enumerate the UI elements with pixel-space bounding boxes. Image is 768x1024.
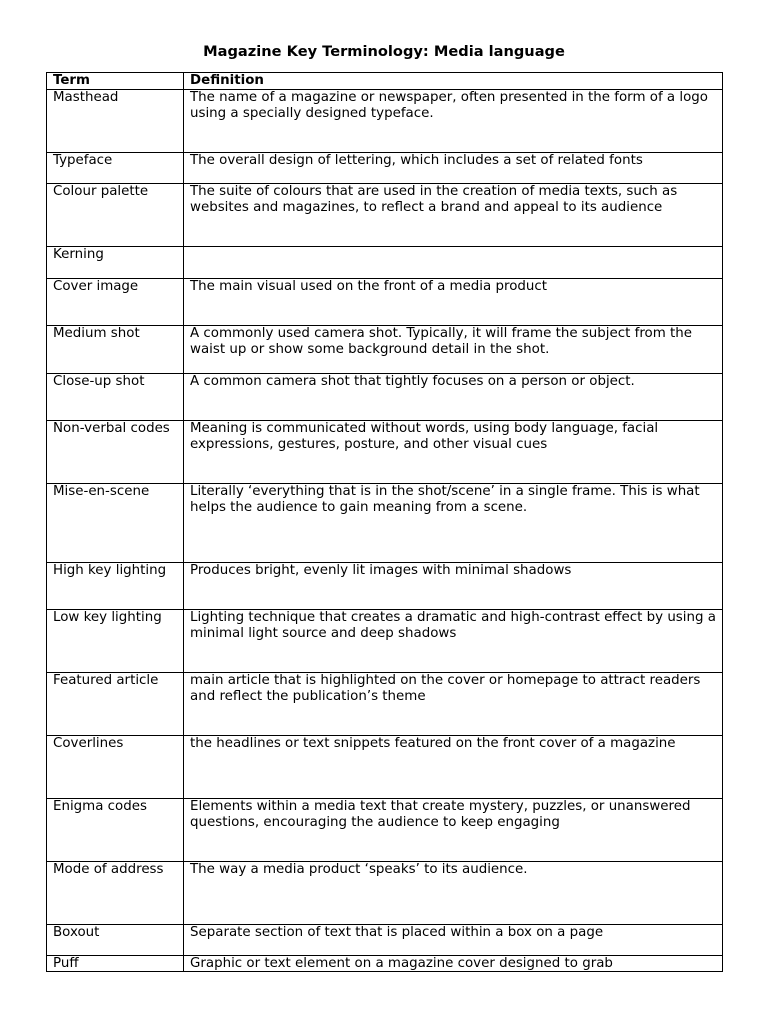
term-cell: Enigma codes xyxy=(47,799,184,862)
table-row xyxy=(47,279,723,326)
term-cell: Non-verbal codes xyxy=(47,421,184,484)
table-row xyxy=(47,610,723,673)
table-row xyxy=(47,153,723,184)
definition-column-header: Definition xyxy=(184,73,723,90)
term-cell: Featured article xyxy=(47,673,184,736)
definition-cell: The main visual used on the front of a media product xyxy=(184,279,723,326)
page-title: Magazine Key Terminology: Media language xyxy=(203,43,565,60)
term-cell: Colour palette xyxy=(47,184,184,247)
table-row xyxy=(47,326,723,374)
term-column-header: Term xyxy=(47,73,184,90)
definition-cell: The suite of colours that are used in the creation of media texts, such as websites and magazines, to reflect a brand and appeal to its audience xyxy=(184,184,723,247)
term-cell: Close-up shot xyxy=(47,374,184,421)
term-cell: Kerning xyxy=(47,247,184,279)
table-row xyxy=(47,184,723,247)
term-cell: Typeface xyxy=(47,153,184,184)
definition-cell: Elements within a media text that create mystery, puzzles, or unanswered questions, encouraging the audience to keep engaging xyxy=(184,799,723,862)
definition-cell: Meaning is communicated without words, using body language, facial expressions, gestures, posture, and other visual cues xyxy=(184,421,723,484)
table-row xyxy=(47,247,723,279)
term-cell: Medium shot xyxy=(47,326,184,374)
table-row xyxy=(47,90,723,153)
table-row xyxy=(47,374,723,421)
definition-cell: Graphic or text element on a magazine cover designed to grab xyxy=(184,956,723,972)
table-row xyxy=(47,925,723,956)
table-row xyxy=(47,673,723,736)
term-cell: Cover image xyxy=(47,279,184,326)
table-row xyxy=(47,956,723,972)
term-cell: Coverlines xyxy=(47,736,184,799)
definition-cell: The overall design of lettering, which includes a set of related fonts xyxy=(184,153,723,184)
table-row xyxy=(47,484,723,563)
definition-cell: Separate section of text that is placed within a box on a page xyxy=(184,925,723,956)
terminology-table xyxy=(46,72,723,972)
definition-cell: Literally ‘everything that is in the shot/scene’ in a single frame. This is what helps the audience to gain meaning from a scene. xyxy=(184,484,723,563)
definition-cell: The way a media product ‘speaks’ to its audience. xyxy=(184,862,723,925)
term-cell: Boxout xyxy=(47,925,184,956)
term-cell: Mise-en-scene xyxy=(47,484,184,563)
table-row xyxy=(47,563,723,610)
definition-cell: A commonly used camera shot. Typically, it will frame the subject from the waist up or show some background detail in the shot. xyxy=(184,326,723,374)
definition-cell: the headlines or text snippets featured on the front cover of a magazine xyxy=(184,736,723,799)
table-row xyxy=(47,862,723,925)
definition-cell: A common camera shot that tightly focuses on a person or object. xyxy=(184,374,723,421)
definition-cell: main article that is highlighted on the cover or homepage to attract readers and reflect the publication’s theme xyxy=(184,673,723,736)
definition-cell: The name of a magazine or newspaper, often presented in the form of a logo using a specially designed typeface. xyxy=(184,90,723,153)
definition-cell xyxy=(184,247,723,279)
table-row xyxy=(47,736,723,799)
term-cell: Low key lighting xyxy=(47,610,184,673)
term-cell: Mode of address xyxy=(47,862,184,925)
definition-cell: Lighting technique that creates a dramatic and high-contrast effect by using a minimal light source and deep shadows xyxy=(184,610,723,673)
term-cell: High key lighting xyxy=(47,563,184,610)
table-row xyxy=(47,421,723,484)
table-header-row xyxy=(47,73,723,90)
table-row xyxy=(47,799,723,862)
term-cell: Masthead xyxy=(47,90,184,153)
definition-cell: Produces bright, evenly lit images with minimal shadows xyxy=(184,563,723,610)
term-cell: Puff xyxy=(47,956,184,972)
